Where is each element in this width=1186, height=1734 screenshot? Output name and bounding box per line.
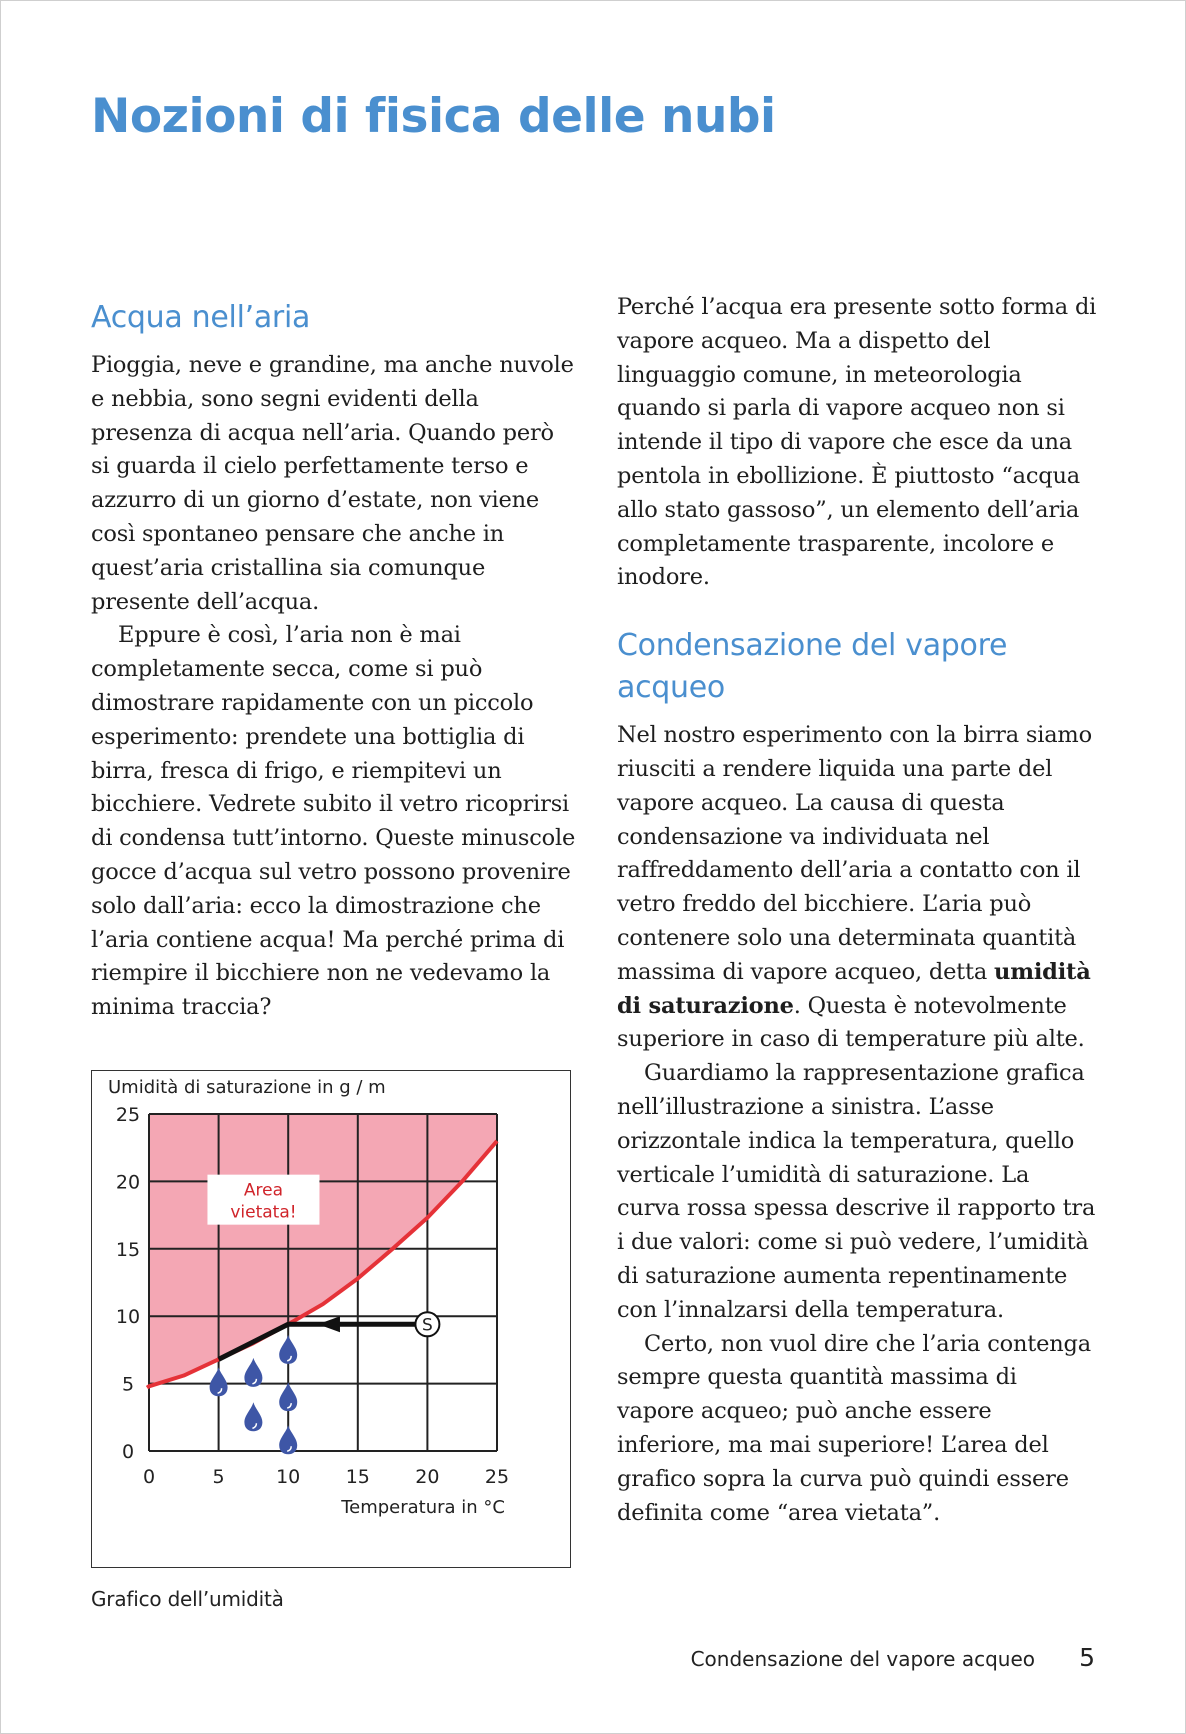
water-droplet — [279, 1425, 297, 1454]
text-run: Nel nostro esperimento con la birra siamo riusciti a rendere liquida una parte del vapore acqueo. La causa di questa condensazione va individuata nel raffreddamento dell’aria a contatto con il vetro freddo del bicchiere. L’aria può contenere solo una determinata quantità massima di vapore acqueo, detta — [617, 722, 1092, 985]
droplet-shape — [210, 1367, 228, 1396]
x-axis-label: Temperatura in °C — [341, 1497, 505, 1518]
water-droplet — [244, 1402, 262, 1431]
paragraph: Pioggia, neve e grandine, ma anche nuvole e nebbia, sono segni evidenti della presenza di acqua nell’aria. Quando però si guarda il cielo perfettamente terso e azzurro di un giorno d’estate, non viene così spontaneo pensare che anche in quest’aria cristallina sia comunque presente dell’acqua. — [91, 352, 574, 615]
water-droplet — [244, 1358, 262, 1387]
y-tick-label: 5 — [121, 1373, 135, 1396]
x-tick-label: 15 — [345, 1466, 370, 1488]
droplet-shape — [244, 1402, 262, 1431]
section-heading-condensazione: Condensazione del vapore acqueo — [617, 628, 1008, 706]
y-axis-label: Umidità di saturazione in g / m — [108, 1077, 386, 1098]
forbidden-area — [149, 1114, 497, 1386]
paragraph — [617, 719, 1097, 1057]
water-droplet — [279, 1382, 297, 1411]
x-tick-label: 5 — [212, 1466, 225, 1488]
text-run: . Questa è notevolmente superiore in caso di temperature più alte. — [617, 992, 1085, 1053]
y-tick-label: 15 — [115, 1238, 141, 1261]
x-tick-label: 10 — [276, 1466, 301, 1488]
forbidden-area-label: vietata! — [230, 1202, 297, 1223]
droplet-shape — [279, 1382, 297, 1411]
paragraph: Guardiamo la rappresentazione grafica nell’illustrazione a sinistra. L’asse orizzontale indica la temperatura, quello verticale l’umidità di saturazione. La curva rossa spessa descrive il rapporto tra i due valori: come si può vedere, l’umidità di saturazione aumenta repentinamente con l’innalzarsi della temperatura. — [617, 1060, 1096, 1323]
water-droplet — [210, 1367, 228, 1396]
page-title: Nozioni di fisica delle nubi — [91, 89, 776, 144]
x-tick-label: 20 — [415, 1466, 440, 1488]
y-tick-label: 0 — [121, 1441, 135, 1463]
paragraph: Certo, non vuol dire che l’aria contenga sempre questa quantità massima di vapore acqueo; può anche essere inferiore, ma mai superiore! L’area del grafico sopra la curva può quindi essere definita come “area vietata”. — [617, 1330, 1091, 1526]
paragraph: Perché l’acqua era presente sotto forma di vapore acqueo. Ma a dispetto del linguaggio comune, in meteorologia quando si parla di vapore acqueo non si intende il tipo di vapore che esce da una pentola in ebollizione. È piuttosto “acqua allo stato gassoso”, un elemento dell’aria completamente trasparente, incolore e inodore. — [617, 294, 1097, 591]
start-point-label: S — [422, 1315, 433, 1336]
y-tick-label: 20 — [115, 1171, 141, 1194]
humidity-chart — [92, 1071, 569, 1566]
paragraph: Eppure è così, l’aria non è mai completamente secca, come si può dimostrare rapidamente con un piccolo esperimento: prendete una bottiglia di birra, fresca di frigo, e riempitevi un bicchiere. Vedrete subito il vetro ricoprirsi di condensa tutt’intorno. Queste minuscole gocce d’acqua sul vetro possono provenire solo dall’aria: ecco la dimostrazione che l’aria contiene acqua! Ma perché prima di riempire il bicchiere non ne vedevamo la minima traccia? — [91, 622, 576, 1021]
page-number: 5 — [1079, 1643, 1095, 1672]
forbidden-area-label: Area — [243, 1180, 284, 1201]
x-tick-label: 0 — [142, 1466, 156, 1488]
right-column — [617, 291, 1097, 1530]
droplet-shape — [279, 1335, 297, 1364]
y-tick-label: 25 — [115, 1104, 141, 1126]
humidity-chart-frame — [91, 1070, 571, 1568]
water-droplet — [279, 1335, 297, 1364]
y-tick-label: 10 — [115, 1306, 141, 1329]
droplet-shape — [244, 1358, 262, 1387]
cooling-arrowhead — [318, 1316, 340, 1332]
x-tick-label: 25 — [484, 1466, 510, 1488]
section-heading-acqua: Acqua nell’aria — [91, 300, 311, 335]
figure-caption: Grafico dell’umidità — [91, 1587, 284, 1611]
key-term: umidità di saturazione — [617, 958, 1091, 1019]
running-footer: Condensazione del vapore acqueo — [690, 1647, 1035, 1671]
droplet-shape — [279, 1425, 297, 1454]
left-column — [91, 297, 576, 1025]
